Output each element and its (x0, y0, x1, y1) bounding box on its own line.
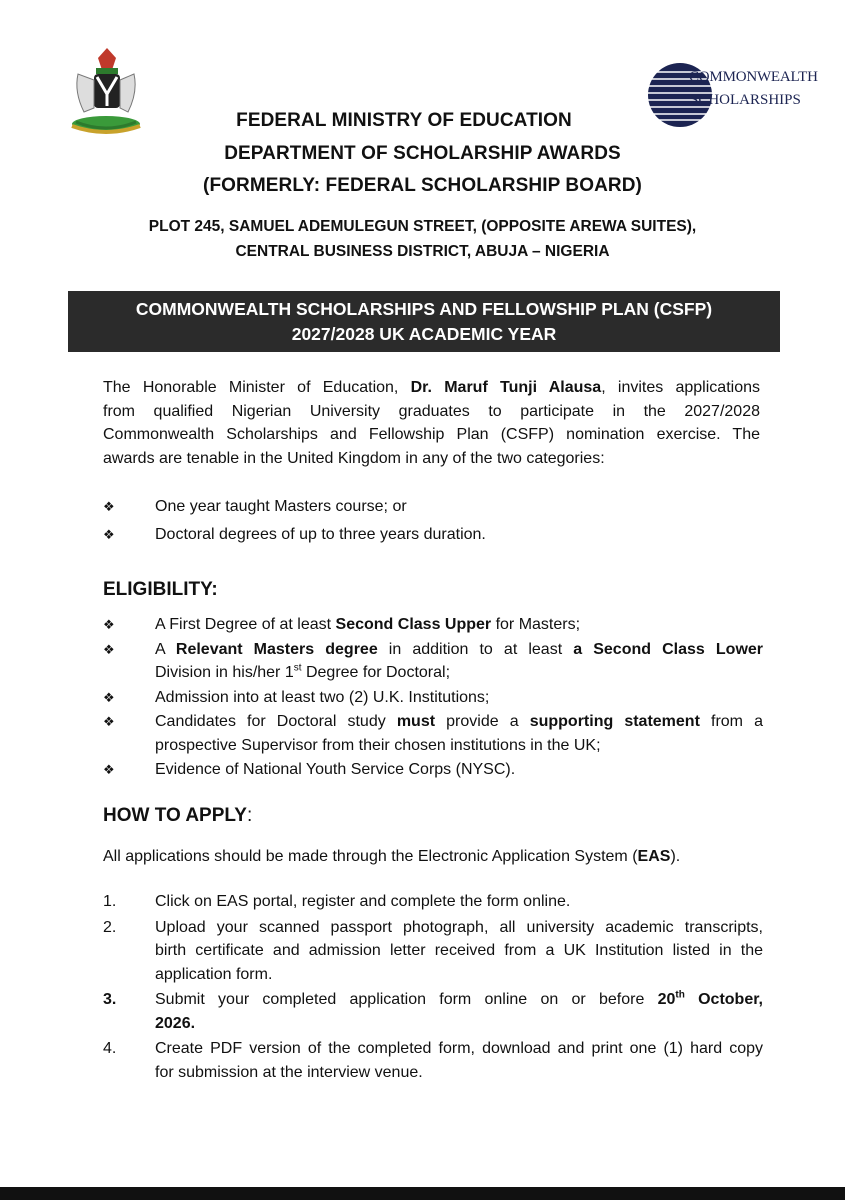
application-steps-list (103, 890, 763, 1088)
scholarship-title-banner (68, 291, 780, 352)
banner-line-1: COMMONWEALTH SCHOLARSHIPS AND FELLOWSHIP PLAN (CSFP) (135, 299, 713, 319)
list-item: 3. Submit your completed application form online on or before 20th October, 2026. (103, 989, 763, 1032)
eligibility-list (103, 613, 763, 786)
list-item: 1. Click on EAS portal, register and complete the form online. (103, 890, 763, 914)
diamond-bullet-icon: ❖ (103, 617, 115, 632)
intro-line-2: from qualified Nigerian University graduates to participate in the 2027/2028 (103, 402, 760, 420)
address-line-1: PLOT 245, SAMUEL ADEMULEGUN STREET, (OPPOSITE AREWA SUITES), (148, 218, 697, 235)
bottom-edge-bar (0, 1187, 845, 1200)
intro-line-1: The Honorable Minister of Education, Dr. Maruf Tunji Alausa, invites applications (103, 379, 760, 396)
step-number: 1. (103, 893, 117, 910)
award-categories-list (103, 495, 763, 550)
step-number: 3. (103, 991, 117, 1008)
list-item: 2. Upload your scanned passport photograph, all university academic transcripts, birth certificate and admission letter received from a UK Institution listed in the application form. (103, 916, 763, 987)
list-item: ❖ Admission into at least two (2) U.K. Institutions; (103, 686, 763, 710)
list-item: ❖ A Relevant Masters degree in addition to at least a Second Class Lower Division in his/her 1st Degree for Doctoral; (103, 638, 763, 685)
diamond-bullet-icon: ❖ (103, 641, 115, 657)
list-item: ❖ Candidates for Doctoral study must provide a supporting statement from a prospective Supervisor from their chosen institutions in the UK; (103, 710, 763, 757)
step-number: 4. (103, 1040, 117, 1057)
intro-line-3: Commonwealth Scholarships and Fellowship Plan (CSFP) nomination exercise. The (103, 426, 760, 443)
step-number: 2. (103, 918, 117, 936)
list-item: ❖ Doctoral degrees of up to three years duration. (103, 523, 763, 547)
list-item: ❖ A First Degree of at least Second Class Upper for Masters; (103, 613, 763, 637)
ministry-title: FEDERAL MINISTRY OF EDUCATION (236, 110, 572, 131)
former-name: (FORMERLY: FEDERAL SCHOLARSHIP BOARD) (203, 175, 642, 196)
department-title: DEPARTMENT OF SCHOLARSHIP AWARDS (224, 143, 621, 164)
how-to-apply-heading: HOW TO APPLY: (103, 805, 253, 826)
commonwealth-logo-text-line2: SCHOLARSHIPS (690, 92, 801, 108)
minister-name: Dr. Maruf Tunji Alausa (410, 379, 602, 396)
how-to-apply-intro: All applications should be made through the Electronic Application System (EAS). (103, 848, 681, 865)
list-item: ❖ Evidence of National Youth Service Corps (NYSC). (103, 758, 763, 782)
list-item: 4. Create PDF version of the completed form, download and print one (1) hard copy for submission at the interview venue. (103, 1037, 763, 1084)
intro-paragraph (103, 376, 760, 470)
diamond-bullet-icon: ❖ (103, 714, 115, 729)
banner-line-2: 2027/2028 UK ACADEMIC YEAR (291, 324, 557, 344)
list-item: ❖ One year taught Masters course; or (103, 495, 763, 519)
address-line-2: CENTRAL BUSINESS DISTRICT, ABUJA – NIGERIA (235, 243, 610, 260)
intro-line-4: awards are tenable in the United Kingdom in any of the two categories: (103, 449, 605, 467)
commonwealth-logo-text-line1: COMMONWEALTH (689, 69, 818, 85)
diamond-bullet-icon: ❖ (103, 499, 115, 514)
diamond-bullet-icon: ❖ (103, 762, 115, 777)
diamond-bullet-icon: ❖ (103, 689, 115, 705)
eligibility-heading: ELIGIBILITY: (103, 579, 218, 600)
diamond-bullet-icon: ❖ (103, 526, 115, 542)
